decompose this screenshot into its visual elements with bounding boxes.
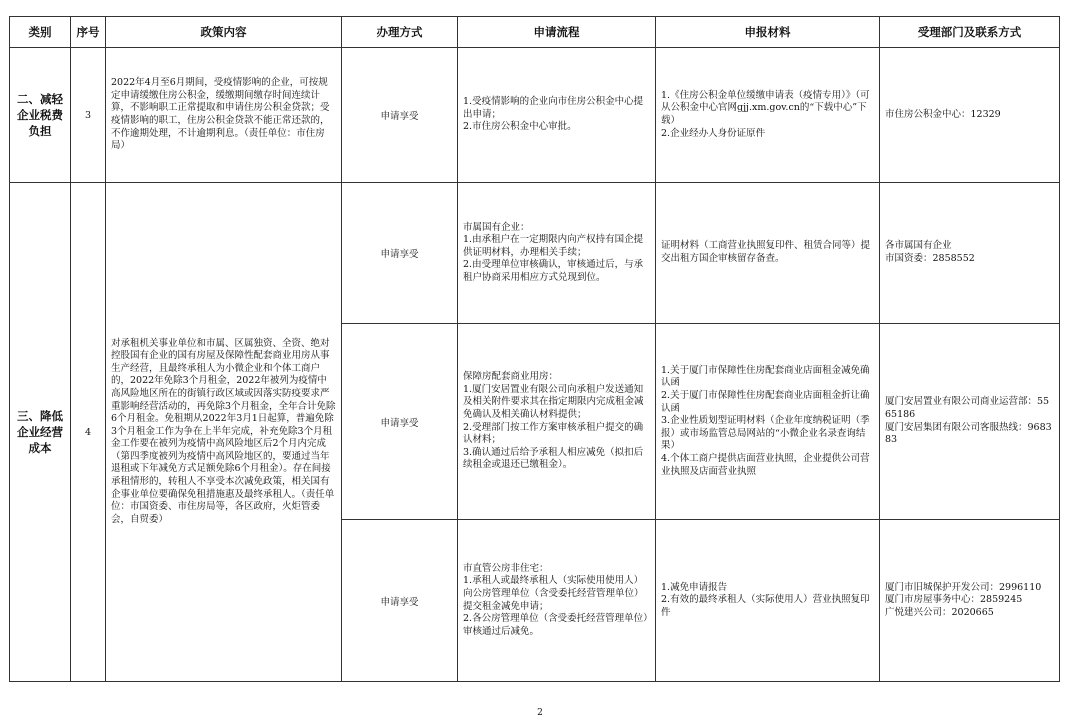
materials-cell: 证明材料（工商营业执照复印件、租赁合同等）提交出租方国企审核留存备查。 (656, 183, 880, 324)
policy-table (9, 16, 1060, 682)
header-policy: 政策内容 (106, 17, 342, 48)
header-process: 申请流程 (458, 17, 656, 48)
table-row (10, 48, 1060, 183)
policy-cell: 2022年4月至6月期间，受疫情影响的企业，可按规定申请缓缴住房公积金，缓缴期间缴存时间连续计算，不影响职工正常提取和申请住房公积金贷款；受疫情影响的职工，住房公积金贷款不能正常还款的，不作逾期处理，不计逾期利息。（责任单位：市住房局） (106, 48, 342, 183)
dept-cell: 各市属国有企业 市国资委：2858552 (880, 183, 1060, 324)
mode-cell: 申请享受 (342, 324, 458, 520)
process-cell: 市属国有企业： 1.由承租户在一定期限内向产权持有国企提供证明材料，办理相关手续； 2.由受理单位审核确认，审核通过后，与承租户协商采用相应方式兑现到位。 (458, 183, 656, 324)
table-row (10, 183, 1060, 324)
dept-cell: 厦门安居置业有限公司商业运营部：5565186 厦门安居集团有限公司客服热线：968383 (880, 324, 1060, 520)
page-number: 2 (537, 708, 543, 718)
process-cell: 保障房配套商业用房： 1.厦门安居置业有限公司向承租户发送通知及相关附件要求其在指定期限内完成租金减免确认及相关确认材料提供； 2.受理部门按工作方案审核承租户提交的确认材料； 3.确认通过后给予承租人相应减免（拟扣后续租金或退还已缴租金）。 (458, 324, 656, 520)
header-seq: 序号 (71, 17, 106, 48)
process-cell: 1.受疫情影响的企业向市住房公积金中心提出申请； 2.市住房公积金中心审批。 (458, 48, 656, 183)
policy-cell: 对承租机关事业单位和市属、区属独资、全资、绝对控股国有企业的国有房屋及保障性配套商业用房从事生产经营，且最终承租人为小微企业和个体工商户的，2022年免除3个月租金，2022年被列为疫情中高风险地区所在的街镇行政区域或因落实防疫要求严重影响经营活动的，再免除3个月租金，全年合计免除6个月租金。免租期从2022年3月1日起算，普遍免除3个月租金工作为争在上半年完成，补充免除3个月租金工作要在被列为疫情中高风险地区后2个月内完成（第四季度被列为疫情中高风险地区的，要通过当年退租或下年减免方式足额免除6个月租金）。存在间接承租情形的，转租人不享受本次减免政策，相关国有企事业单位要确保免租措施惠及最终承租人。（责任单位：市国资委、市住房局等，各区政府，火炬管委会，自贸委） (106, 183, 342, 682)
mode-cell: 申请享受 (342, 183, 458, 324)
header-dept: 受理部门及联系方式 (880, 17, 1060, 48)
category-cell: 三、降低企业经营成本 (10, 183, 71, 682)
category-cell: 二、减轻企业税费负担 (10, 48, 71, 183)
dept-cell: 市住房公积金中心：12329 (880, 48, 1060, 183)
dept-cell: 厦门市旧城保护开发公司：2996110 厦门市房屋事务中心：2859245 广悦建兴公司：2020665 (880, 520, 1060, 682)
mode-cell: 申请享受 (342, 520, 458, 682)
header-row (10, 17, 1060, 48)
header-mode: 办理方式 (342, 17, 458, 48)
header-category: 类别 (10, 17, 71, 48)
materials-cell: 1.《住房公积金单位缓缴申请表（疫情专用）》（可从公积金中心官网gjj.xm.gov.cn的“下载中心”下载） 2.企业经办人身份证原件 (656, 48, 880, 183)
header-materials: 申报材料 (656, 17, 880, 48)
materials-cell: 1.关于厦门市保障性住房配套商业店面租金减免确认函 2.关于厦门市保障性住房配套商业店面租金折让确认函 3.企业性质划型证明材料（企业年度纳税证明（季报）或市场监管总局网站的“小微企业名录查询结果） 4.个体工商户提供店面营业执照，企业提供公司营业执照及店面营业执照 (656, 324, 880, 520)
seq-cell: 4 (71, 183, 106, 682)
process-cell: 市直管公房非住宅： 1.承租人或最终承租人（实际使用使用人）向公房管理单位（含受委托经营管理单位）提交租金减免申请； 2.各公房管理单位（含受委托经营管理单位）审核通过后减免。 (458, 520, 656, 682)
mode-cell: 申请享受 (342, 48, 458, 183)
seq-cell: 3 (71, 48, 106, 183)
materials-cell: 1.减免申请报告 2.有效的最终承租人（实际使用人）营业执照复印件 (656, 520, 880, 682)
